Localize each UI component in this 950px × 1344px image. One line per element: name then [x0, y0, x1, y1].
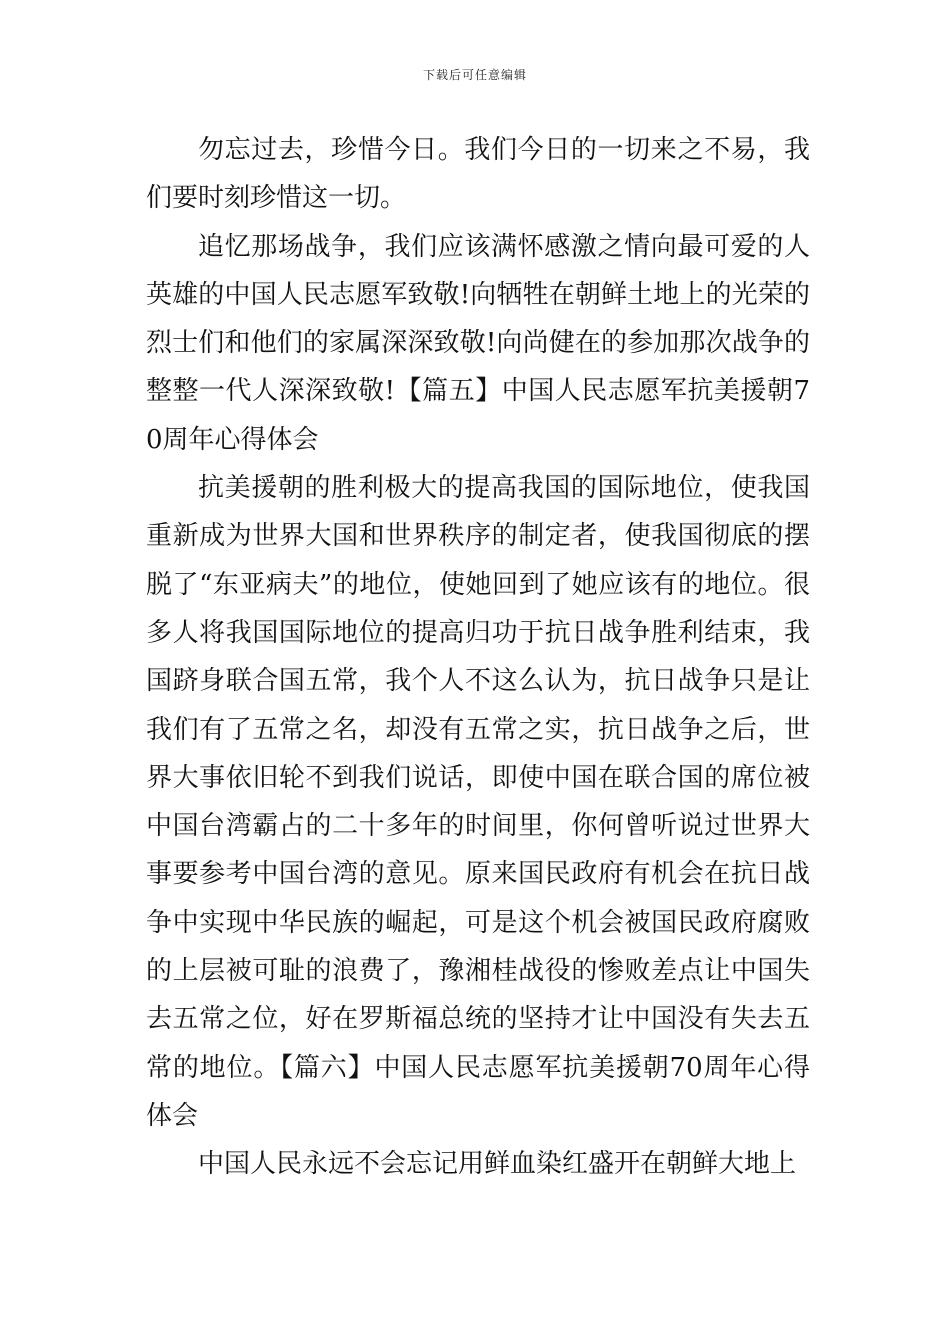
paragraph: 抗美援朝的胜利极大的提高我国的国际地位，使我国重新成为世界大国和世界秩序的制定者，使我国彻底的摆脱了“东亚病夫”的地位，使她回到了她应该有的地位。很多人将我国国际地位的提高归功于抗日战争胜利结束，我国跻身联合国五常，我个人不这么认为，抗日战争只是让我们有了五常之名，却没有五常之实，抗日战争之后，世界大事依旧轮不到我们说话，即使中国在联合国的席位被中国台湾霸占的二十多年的时间里，你何曾听说过世界大事要参考中国台湾的意见。原来国民政府有机会在抗日战争中实现中华民族的崛起，可是这个机会被国民政府腐败的上层被可耻的浪费了，豫湘桂战役的惨败差点让中国失去五常之位，好在罗斯福总统的坚持才让中国没有失去五常的地位。【篇六】中国人民志愿军抗美援朝70周年心得体会	[146, 473, 810, 1131]
paragraph: 追忆那场战争，我们应该满怀感激之情向最可爱的人英雄的中国人民志愿军致敬!向牺牲在朝鲜土地上的光荣的烈士们和他们的家属深深致敬!向尚健在的参加那次战争的整整一代人深深致敬!【篇五】中国人民志愿军抗美援朝70周年心得体会	[146, 231, 810, 455]
paragraph: 勿忘过去，珍惜今日。我们今日的一切来之不易，我们要时刻珍惜这一切。	[146, 135, 810, 214]
header-note: 下载后可任意编辑	[422, 68, 527, 82]
body-text	[146, 126, 810, 1189]
paragraph: 中国人民永远不会忘记用鲜血染红盛开在朝鲜大地上	[198, 1149, 797, 1180]
